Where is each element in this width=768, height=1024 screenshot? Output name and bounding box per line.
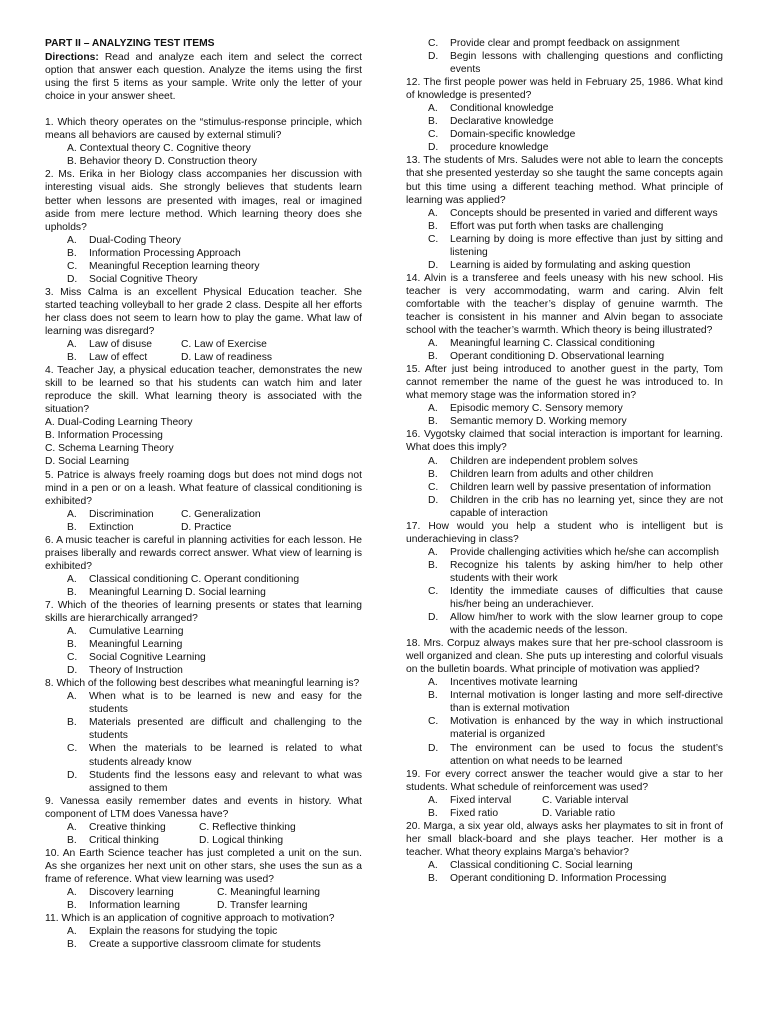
- option-d: D. Students find the lessons easy and relevant to what was assigned to them: [67, 769, 362, 794]
- option-row: A. Discrimination C. Generalization: [67, 508, 261, 520]
- question-11-continued: [406, 37, 723, 76]
- option-d: D. Children in the crib has no learning yet, since they are not capable of interaction: [428, 494, 723, 519]
- question-text: 8. Which of the following best describes what meaningful learning is?: [45, 678, 360, 690]
- option-row: B. Extinction D. Practice: [67, 521, 232, 533]
- option-c: C. Provide clear and prompt feedback on assignment: [428, 38, 680, 49]
- option-row: A. Meaningful learning C. Classical conditioning: [428, 338, 655, 350]
- question-11: [45, 912, 362, 951]
- option-b: B. Create a supportive classroom climate for students: [67, 939, 321, 951]
- option-a: A. Cumulative Learning: [67, 626, 184, 638]
- option-c: C. Schema Learning Theory: [45, 443, 174, 455]
- option-c: C. Learning by doing is more effective than just by sitting and listening: [428, 233, 723, 258]
- question-10: [45, 847, 362, 912]
- question-7: [45, 599, 362, 677]
- right-column: [406, 37, 723, 885]
- option-row: A. Creative thinking C. Reflective thinking: [67, 821, 296, 833]
- option-c: C. Children learn well by passive presentation of information: [428, 481, 711, 493]
- question-5: [45, 469, 362, 534]
- question-text: 16. Vygotsky claimed that social interaction is important for learning. What does this imply?: [406, 429, 723, 454]
- question-9: [45, 795, 362, 847]
- option-a: A. Incentives motivate learning: [428, 677, 578, 689]
- option-a: A. Dual-Coding Learning Theory: [45, 417, 193, 429]
- question-1: [45, 116, 362, 168]
- option-row: B. Operant conditioning D. Information Processing: [428, 873, 667, 884]
- option-row: A. Classical conditioning C. Social learning: [428, 859, 633, 871]
- option-d: D. Social Cognitive Theory: [67, 273, 198, 285]
- question-14: [406, 272, 723, 363]
- option-b: B. Children learn from adults and other children: [428, 468, 654, 480]
- question-15: [406, 363, 723, 428]
- option-d: D. Learning is aided by formulating and asking question: [428, 259, 691, 271]
- option-b: B. Information Processing: [45, 430, 163, 442]
- question-13: [406, 154, 723, 271]
- option-a: A. Explain the reasons for studying the topic: [67, 926, 278, 938]
- question-4: [45, 364, 362, 468]
- question-20: [406, 820, 723, 885]
- option-row: B. Critical thinking D. Logical thinking: [67, 834, 284, 846]
- question-6: [45, 534, 362, 599]
- question-2: [45, 168, 362, 285]
- option-c: C. Meaningful Reception learning theory: [67, 260, 260, 272]
- option-row: B. Meaningful Learning D. Social learning: [67, 586, 266, 598]
- question-text: 7. Which of the theories of learning presents or states that learning skills are hierarchically arranged?: [45, 599, 362, 625]
- question-8: [45, 677, 362, 794]
- question-text: 1. Which theory operates on the “stimulus-response principle, which means all behaviors are caused by external stimuli?: [45, 117, 362, 142]
- option-a: A. Dual-Coding Theory: [67, 234, 181, 246]
- option-row: A. Law of disuse C. Law of Exercise: [67, 339, 267, 351]
- question-3: [45, 286, 362, 364]
- option-b: B. Effort was put forth when tasks are challenging: [428, 220, 664, 232]
- option-d: D. Allow him/her to work with the slow learner group to cope with the academic needs of the lesson.: [428, 612, 723, 637]
- question-text: 3. Miss Calma is an excellent Physical Education teacher. She started teaching volleyball to her grade 2 class. Despite all her efforts her class does not seem to learn how to play the game. What law of learning was disregard?: [45, 286, 362, 337]
- question-text: 2. Ms. Erika in her Biology class accompanies her discussion with interesting visual aids. She strongly believes that students learn better when lessons are presented with images, real or imagined aside from mere lecture method. Which learning theory does she upholds?: [45, 169, 362, 233]
- option-b: B. Declarative knowledge: [428, 116, 554, 128]
- option-d: D. Social Learning: [45, 456, 130, 468]
- question-text: 18. Mrs. Corpuz always makes sure that her pre-school classroom is well organized and clean. She puts up interesting and colorful visuals on the bulletin boards. What principle of motivation was applied?: [406, 638, 723, 676]
- option-a: A. When what is to be learned is new and easy for the students: [67, 691, 362, 716]
- question-text: 5. Patrice is always freely roaming dogs but does not mind dogs not mind in a pen or on a leash. What feature of classical conditioning is exhibited?: [45, 469, 362, 507]
- option-a: A. Children are independent problem solves: [428, 455, 638, 467]
- question-text: 6. A music teacher is careful in planning activities for each lesson. He praises liberally and rewards correct answer. What view of learning is exhibited?: [45, 534, 362, 572]
- option-d: D. Begin lessons with challenging questions and conflicting events: [428, 51, 723, 76]
- option-a: A. Conditional knowledge: [428, 103, 554, 115]
- option-row: B. Law of effect D. Law of readiness: [67, 352, 273, 364]
- question-text: 20. Marga, a six year old, always asks her playmates to sit in front of her small black-board and she plays teacher. Her mother is a teacher. What theory explains Marga’s behavior?: [406, 820, 723, 858]
- option-b: B. Internal motivation is longer lasting and more self-directive than is external motivation: [428, 690, 723, 715]
- question-text: 13. The students of Mrs. Saludes were not able to learn the concepts that she presented yesterday so she taught the same concepts again but this time using a different teaching method. What principle of learning was applied?: [406, 155, 723, 206]
- option-c: C. Domain-specific knowledge: [428, 129, 576, 141]
- directions-label: Directions:: [45, 52, 99, 64]
- option-row: B. Fixed ratio D. Variable ratio: [428, 807, 616, 819]
- question-18: [406, 637, 723, 767]
- section-title: PART II – ANALYZING TEST ITEMS: [45, 38, 215, 49]
- option-row: B. Operant conditioning D. Observational learning: [428, 351, 665, 363]
- question-text: 11. Which is an application of cognitive approach to motivation?: [45, 913, 335, 925]
- option-row: A. Classical conditioning C. Operant conditioning: [67, 573, 300, 585]
- option-row: A. Discovery learning C. Meaningful learning: [67, 887, 321, 898]
- question-16: [406, 428, 723, 519]
- question-12: [406, 76, 723, 154]
- option-row: A. Fixed interval C. Variable interval: [428, 794, 629, 806]
- option-d: D. procedure knowledge: [428, 142, 549, 154]
- option-c: C. Motivation is enhanced by the way in which instructional material is organized: [428, 716, 723, 741]
- question-text: 14. Alvin is a transferee and feels uneasy with his new school. His teacher is very accommodating, warm and caring. Alvin felt comfortable with the teacher’s display of genuine warmth. The teacher is consistent in his manner and Alvin began to associate school with the teacher’s warmth. Which theory is being illustrated?: [406, 272, 723, 337]
- question-text: 9. Vanessa easily remember dates and events in history. What component of LTM does Vanessa have?: [45, 795, 362, 820]
- question-19: [406, 768, 723, 820]
- option-a: A. Provide challenging activities which he/she can accomplish: [428, 546, 720, 558]
- question-text: 17. How would you help a student who is intelligent but is underachieving in class?: [406, 520, 723, 545]
- directions-text: Read and analyze each item and select the correct option that answer each question. Analyze the items using the first using the first 5 items as your sample. Write only the letter of your choice in your answer sheet.: [45, 52, 362, 103]
- option-row: B. Behavior theory D. Construction theory: [67, 156, 258, 168]
- question-text: 4. Teacher Jay, a physical education teacher, demonstrates the new skill to be learned so that his students can watch him and later reproduce the skill. What learning theory is associated with the situation?: [45, 365, 362, 416]
- question-text: 10. An Earth Science teacher has just completed a unit on the sun. As she organizes her next unit on other stars, she uses the sun as a frame of reference. What view learning was used?: [45, 847, 362, 885]
- question-text: 19. For every correct answer the teacher would give a star to her students. What schedule of reinforcement was used?: [406, 768, 723, 793]
- option-row: B. Semantic memory D. Working memory: [428, 416, 627, 428]
- option-b: B. Recognize his talents by asking him/her to help other students with their work: [428, 559, 723, 584]
- option-a: A. Concepts should be presented in varied and different ways: [428, 207, 718, 219]
- option-b: B. Materials presented are difficult and challenging to the students: [67, 717, 362, 742]
- question-text: 15. After just being introduced to another guest in the party, Tom cannot remember the name of the guest he was introduced to. In what memory stage was the information stored in?: [406, 364, 723, 402]
- question-text: 12. The first people power was held in February 25, 1986. What kind of knowledge is presented?: [406, 77, 723, 102]
- option-row: B. Information learning D. Transfer learning: [67, 900, 308, 912]
- option-b: B. Meaningful Learning: [67, 639, 183, 651]
- option-d: D. Theory of Instruction: [67, 665, 183, 677]
- option-c: C. Social Cognitive Learning: [67, 652, 206, 664]
- option-d: D. The environment can be used to focus the student’s attention on what needs to be learned: [428, 742, 723, 767]
- option-c: C. Identity the immediate causes of difficulties that cause his/her being an underachiever.: [428, 585, 723, 611]
- option-c: C. When the materials to be learned is related to what students already know: [67, 743, 362, 768]
- left-column: [45, 37, 362, 951]
- question-17: [406, 520, 723, 637]
- option-b: B. Information Processing Approach: [67, 247, 241, 259]
- option-row: A. Episodic memory C. Sensory memory: [428, 403, 623, 415]
- directions: [45, 51, 362, 103]
- option-row: A. Contextual theory C. Cognitive theory: [67, 143, 251, 155]
